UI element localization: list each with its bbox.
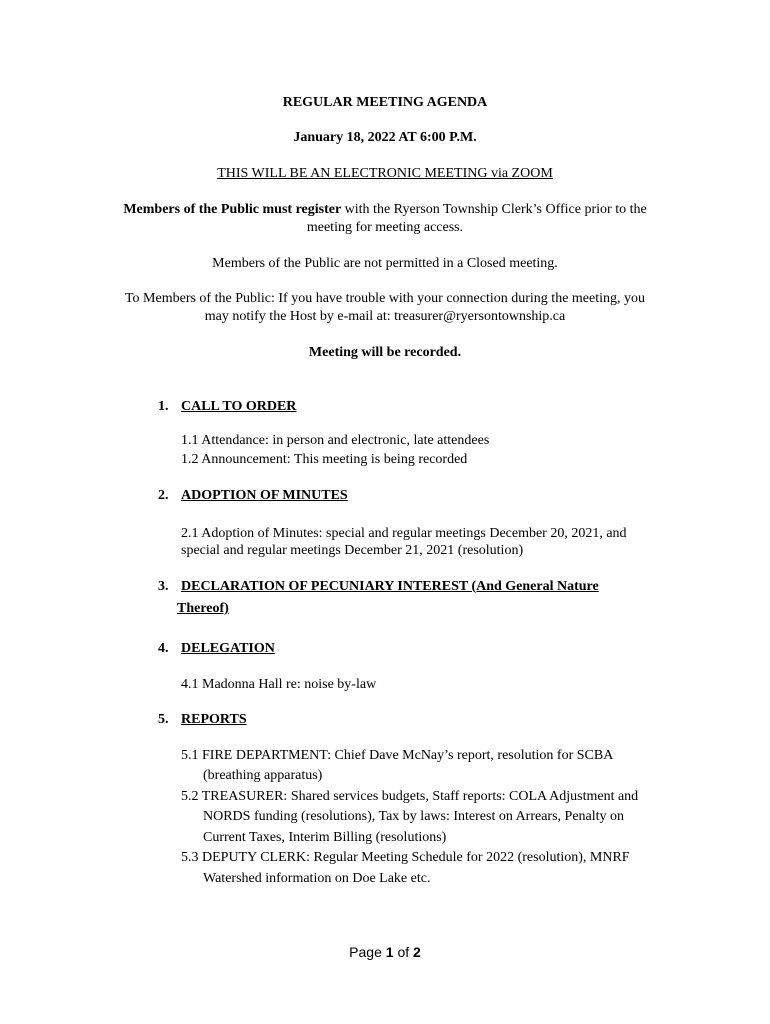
- connection-trouble-line2: may notify the Host by e-mail at: treasurer@ryersontownship.ca: [204, 309, 566, 324]
- section-5-item-1-line1: 5.1 FIRE DEPARTMENT: Chief Dave McNay’s report, resolution for SCBA: [181, 748, 614, 763]
- section-5-item-2-line3: Current Taxes, Interim Billing (resolutions): [203, 830, 447, 845]
- connection-trouble-line1: To Members of the Public: If you have trouble with your connection during the meeting, you: [124, 291, 646, 306]
- section-4-item-1: 4.1 Madonna Hall re: noise by-law: [181, 677, 377, 692]
- section-3-title-line1: DECLARATION OF PECUNIARY INTEREST (And General Nature: [181, 579, 599, 594]
- section-5-number: 5.: [158, 712, 169, 727]
- section-3-title-line2: Thereof): [177, 601, 229, 616]
- page-number: [0, 944, 770, 960]
- section-4-title: DELEGATION: [181, 641, 275, 656]
- recorded-notice: Meeting will be recorded.: [308, 345, 462, 360]
- section-2-item-line1: 2.1 Adoption of Minutes: special and regular meetings December 20, 2021, and: [181, 526, 627, 541]
- section-1-item-1: 1.1 Attendance: in person and electronic, late attendees: [181, 433, 490, 448]
- section-5-item-2-line2: NORDS funding (resolutions), Tax by laws: Interest on Arrears, Penalty on: [203, 809, 625, 824]
- register-notice-bold: Members of the Public must register: [123, 202, 342, 217]
- total-pages: 2: [413, 944, 421, 960]
- register-notice-line2: meeting for meeting access.: [306, 220, 464, 235]
- closed-meeting-notice: Members of the Public are not permitted in a Closed meeting.: [212, 256, 558, 271]
- agenda-title: REGULAR MEETING AGENDA: [282, 95, 488, 110]
- section-2-number: 2.: [158, 488, 169, 503]
- meeting-date: January 18, 2022 AT 6:00 P.M.: [293, 130, 477, 145]
- of-word: of: [393, 944, 414, 960]
- section-1-item-2: 1.2 Announcement: This meeting is being recorded: [181, 452, 468, 467]
- section-5-title: REPORTS: [181, 712, 247, 727]
- section-2-item-line2: special and regular meetings December 21, 2021 (resolution): [181, 543, 524, 558]
- register-notice-line1: [0, 202, 770, 218]
- section-5-item-1-line2: (breathing apparatus): [203, 768, 323, 783]
- register-notice-rest: with the Ryerson Township Clerk’s Office prior to the: [341, 202, 647, 217]
- section-3-number: 3.: [158, 579, 169, 594]
- page-word: Page: [349, 944, 386, 960]
- section-5-item-3-line1: 5.3 DEPUTY CLERK: Regular Meeting Schedule for 2022 (resolution), MNRF: [181, 850, 630, 865]
- section-5-item-3-line2: Watershed information on Doe Lake etc.: [203, 871, 431, 886]
- section-1-number: 1.: [158, 399, 169, 414]
- section-4-number: 4.: [158, 641, 169, 656]
- current-page: 1: [385, 944, 394, 960]
- section-2-title: ADOPTION OF MINUTES: [181, 488, 348, 503]
- section-1-title: CALL TO ORDER: [181, 399, 297, 414]
- electronic-meeting-notice: THIS WILL BE AN ELECTRONIC MEETING via ZOOM: [217, 166, 553, 181]
- section-5-item-2-line1: 5.2 TREASURER: Shared services budgets, Staff reports: COLA Adjustment and: [181, 789, 639, 804]
